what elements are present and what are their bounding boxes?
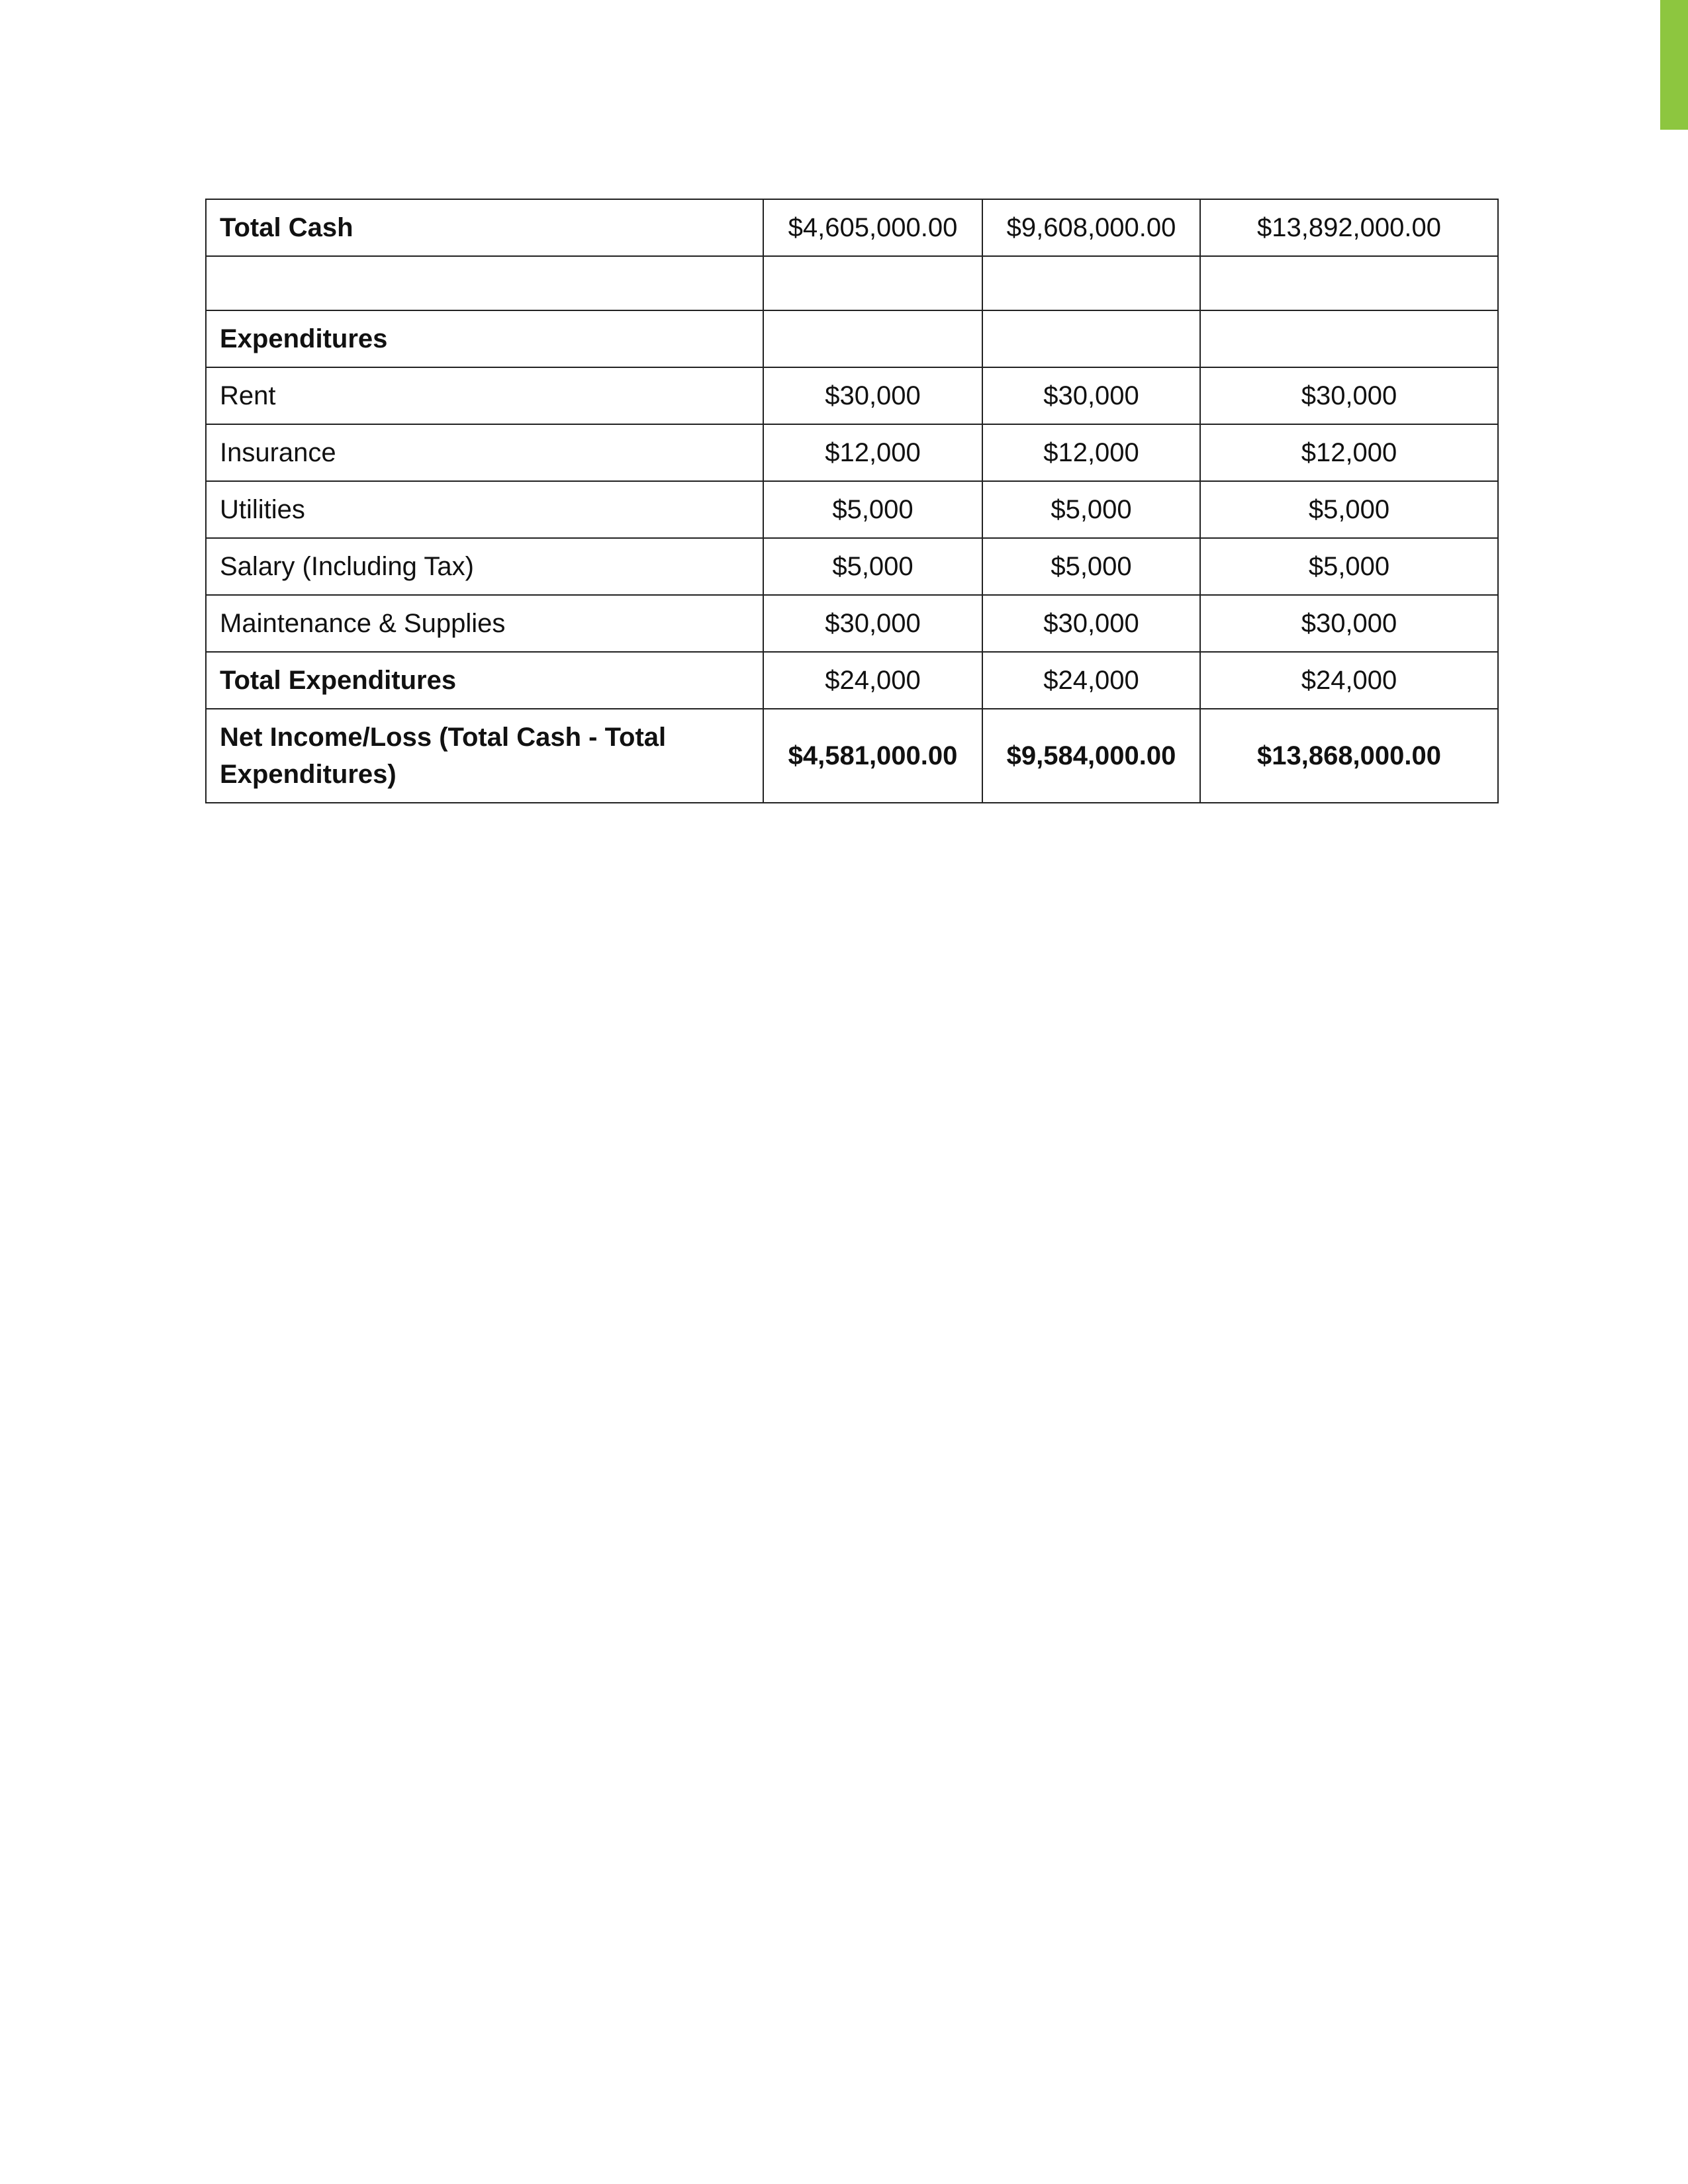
value-cell [982, 310, 1200, 367]
value-cell: $24,000 [763, 652, 982, 709]
cash-flow-table [205, 199, 1499, 803]
value-cell: $30,000 [982, 367, 1200, 424]
value-cell: $5,000 [763, 481, 982, 538]
table-row-maintenance [206, 595, 1498, 652]
value-cell: $30,000 [763, 367, 982, 424]
value-cell: $13,868,000.00 [1200, 709, 1498, 803]
table-row-total-expenditures [206, 652, 1498, 709]
value-cell: $4,605,000.00 [763, 199, 982, 256]
value-cell [763, 310, 982, 367]
row-label: Total Cash [206, 199, 763, 256]
table-row-net-income [206, 709, 1498, 803]
value-cell [1200, 310, 1498, 367]
value-cell: $24,000 [1200, 652, 1498, 709]
row-label: Utilities [206, 481, 763, 538]
value-cell [1200, 256, 1498, 310]
value-cell: $30,000 [982, 595, 1200, 652]
table-row-salary [206, 538, 1498, 595]
value-cell: $5,000 [1200, 481, 1498, 538]
value-cell: $13,892,000.00 [1200, 199, 1498, 256]
row-label: Net Income/Loss (Total Cash - Total Expenditures) [206, 709, 763, 803]
row-label: Salary (Including Tax) [206, 538, 763, 595]
table-row-rent [206, 367, 1498, 424]
value-cell: $12,000 [1200, 424, 1498, 481]
value-cell: $9,608,000.00 [982, 199, 1200, 256]
table-row-total-cash [206, 199, 1498, 256]
table-row-utilities [206, 481, 1498, 538]
value-cell [982, 256, 1200, 310]
value-cell [763, 256, 982, 310]
row-label: Rent [206, 367, 763, 424]
value-cell: $9,584,000.00 [982, 709, 1200, 803]
value-cell: $5,000 [982, 481, 1200, 538]
value-cell: $4,581,000.00 [763, 709, 982, 803]
value-cell: $30,000 [1200, 595, 1498, 652]
table-row-blank [206, 256, 1498, 310]
table-row-expenditures-header [206, 310, 1498, 367]
row-label: Insurance [206, 424, 763, 481]
value-cell: $30,000 [1200, 367, 1498, 424]
value-cell: $5,000 [763, 538, 982, 595]
value-cell: $5,000 [982, 538, 1200, 595]
value-cell: $30,000 [763, 595, 982, 652]
row-label: Expenditures [206, 310, 763, 367]
row-label [206, 256, 763, 310]
row-label: Maintenance & Supplies [206, 595, 763, 652]
value-cell: $5,000 [1200, 538, 1498, 595]
table-row-insurance [206, 424, 1498, 481]
row-label: Total Expenditures [206, 652, 763, 709]
value-cell: $24,000 [982, 652, 1200, 709]
value-cell: $12,000 [982, 424, 1200, 481]
value-cell: $12,000 [763, 424, 982, 481]
accent-bar [1660, 0, 1688, 130]
